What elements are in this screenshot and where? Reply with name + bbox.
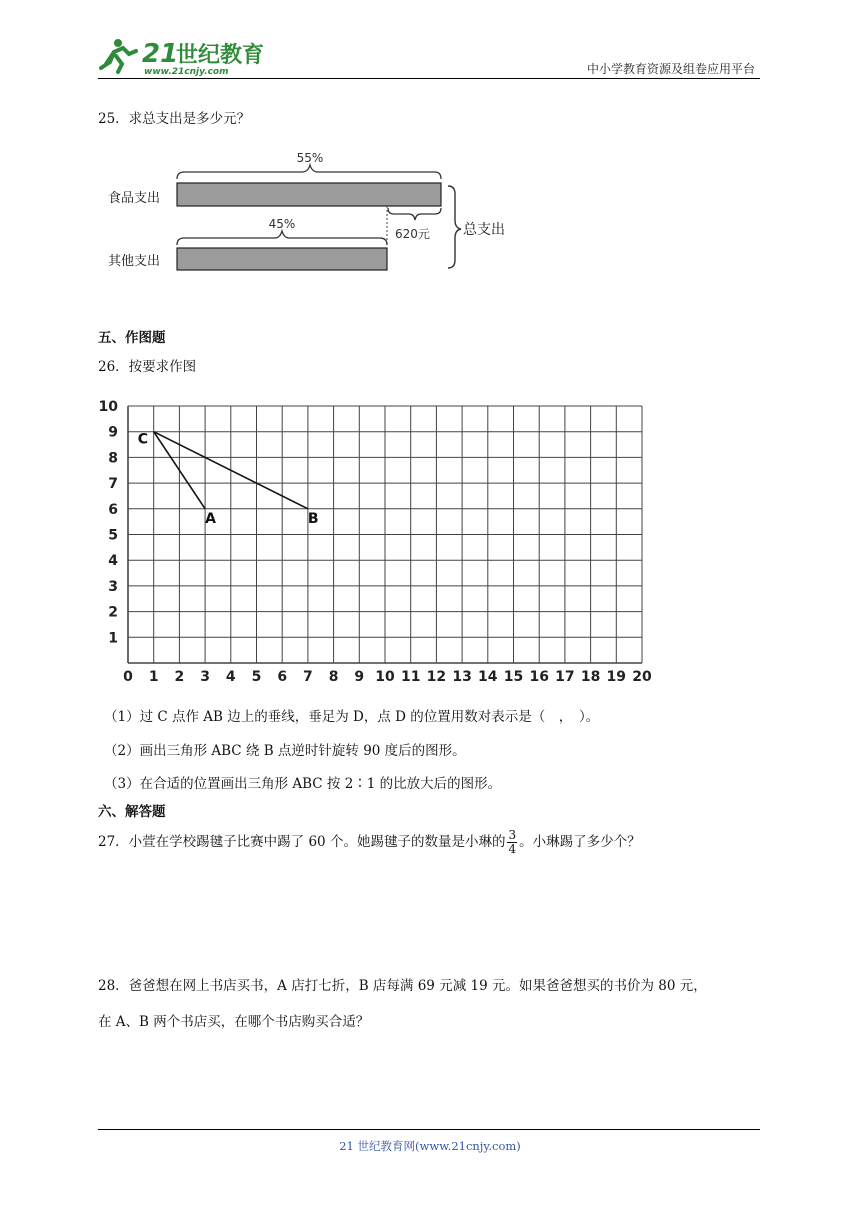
other-percent: 45%: [268, 217, 296, 231]
food-brace: [177, 165, 441, 179]
q27-text-after: 。小琳踢了多少个？: [519, 834, 641, 850]
logo-url: www.21cnjy.com: [144, 67, 229, 77]
section-5-title: 五、作图题: [98, 330, 166, 346]
food-label: 食品支出: [108, 191, 161, 206]
question-26: 26．按要求作图: [98, 359, 197, 375]
fraction-numerator: 3: [508, 828, 517, 842]
x-tick-label: 10: [375, 669, 395, 685]
q26-sub3: （3）在合适的位置画出三角形 ABC 按 2∶1 的比放大后的图形。: [104, 776, 502, 792]
logo-title: 世纪教育: [176, 43, 265, 68]
footer-divider: [98, 1129, 760, 1130]
y-tick-label: 10: [98, 399, 118, 415]
y-tick-label: 5: [108, 527, 118, 544]
q27-fraction: [507, 829, 517, 856]
y-tick-label: 1: [108, 630, 118, 647]
y-tick-label: 2: [108, 604, 118, 621]
x-tick-label: 14: [478, 669, 498, 685]
header-platform-text: 中小学教育资源及组卷应用平台: [586, 62, 755, 76]
food-percent: 55%: [296, 151, 324, 165]
x-tick-label: 11: [400, 669, 421, 685]
y-tick-label: 9: [108, 424, 118, 441]
other-label: 其他支出: [108, 254, 161, 269]
q26-sub1: （1）过 C 点作 AB 边上的垂线，垂足为 D，点 D 的位置用数对表示是（ ， ）。: [104, 709, 600, 725]
y-tick-label: 4: [108, 553, 118, 570]
x-tick-label: 17: [555, 669, 575, 685]
x-tick-label: 1: [148, 669, 159, 685]
x-tick-label: 12: [426, 669, 447, 685]
site-logo: [96, 34, 266, 78]
q25-segment-diagram: [98, 140, 528, 280]
x-tick-label: 18: [580, 669, 601, 685]
x-tick-label: 3: [200, 669, 210, 685]
x-tick-label: 16: [529, 669, 549, 685]
question-25: 25．求总支出是多少元？: [98, 111, 251, 127]
q26-sub2: （2）画出三角形 ABC 绕 B 点逆时针旋转 90 度后的图形。: [104, 743, 466, 759]
diff-label: 620元: [395, 227, 430, 241]
triangle-abc: [138, 432, 319, 527]
question-28-line2: 在 A、B 两个书店买，在哪个书店购买合适？: [98, 1014, 370, 1030]
y-axis-ticks: [99, 399, 119, 646]
question-28-line1: 28．爸爸想在网上书店买书，A 店打七折，B 店每满 69 元减 19 元。如果爸爸想买的书价为 80 元，: [98, 978, 707, 994]
logo-number: 21: [142, 39, 179, 69]
x-tick-label: 13: [452, 669, 472, 685]
point-label-B: B: [307, 510, 319, 527]
y-tick-label: 3: [108, 578, 118, 595]
x-tick-label: 19: [606, 669, 627, 685]
point-label-A: A: [205, 510, 216, 527]
x-tick-label: 6: [277, 669, 288, 685]
y-tick-label: 7: [108, 476, 118, 493]
x-tick-label: 20: [632, 669, 652, 685]
section-6-title: 六、解答题: [98, 804, 166, 820]
x-axis-ticks: [123, 669, 652, 685]
other-brace: [177, 231, 387, 245]
x-tick-label: 4: [225, 669, 236, 685]
x-tick-label: 5: [251, 669, 262, 685]
fraction-denominator: 4: [508, 842, 517, 856]
food-bar: [177, 183, 441, 206]
header-divider: [98, 78, 760, 79]
other-bar: [177, 248, 387, 270]
x-tick-label: 9: [354, 669, 365, 685]
diff-brace: [388, 208, 441, 220]
x-tick-label: 0: [123, 669, 133, 685]
y-tick-label: 6: [108, 501, 118, 518]
point-label-C: C: [137, 431, 148, 448]
total-brace: [448, 186, 461, 268]
question-27: [98, 826, 641, 858]
x-tick-label: 2: [174, 669, 185, 685]
total-label: 总支出: [463, 222, 505, 238]
runner-icon: [101, 39, 136, 72]
footer-text: 21 世纪教育网(www.21cnjy.com): [339, 1139, 521, 1153]
grid-lines: [128, 406, 642, 663]
x-tick-label: 7: [303, 669, 313, 685]
x-tick-label: 15: [503, 669, 524, 685]
x-tick-label: 8: [328, 669, 339, 685]
q27-text-before: 27．小萱在学校踢毽子比赛中踢了 60 个。她踢毽子的数量是小琳的: [98, 834, 506, 850]
q26-coordinate-grid: [98, 395, 658, 690]
y-tick-label: 8: [108, 450, 118, 467]
